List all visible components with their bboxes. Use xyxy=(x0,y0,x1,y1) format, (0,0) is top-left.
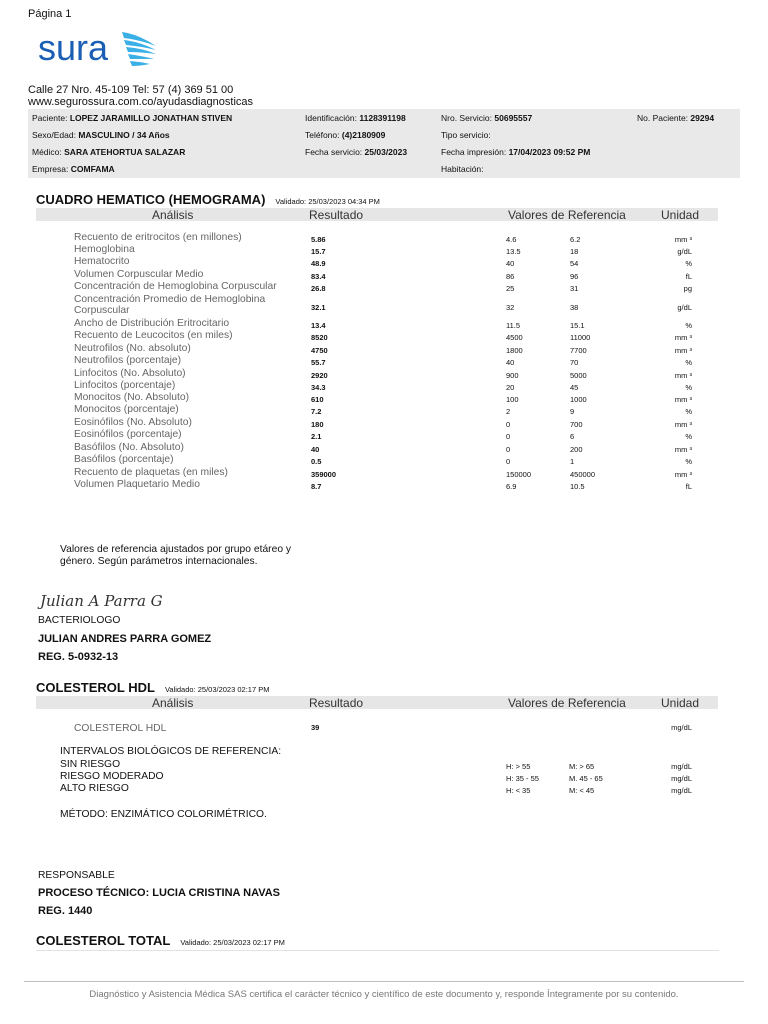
hdl-row-result: 39 xyxy=(311,723,320,732)
row-analysis-name: Eosinófilos (No. Absoluto) xyxy=(74,417,192,428)
row-analysis-name: Basófilos (porcentaje) xyxy=(74,454,174,465)
row-reference-high: 700 xyxy=(570,420,583,429)
row-reference-high: 7700 xyxy=(570,346,587,355)
row-unit: % xyxy=(685,358,692,367)
row-unit: mm ³ xyxy=(674,470,692,479)
interval-female: M: > 65 xyxy=(569,762,595,771)
row-analysis-name: Recuento de plaquetas (en miles) xyxy=(74,467,228,478)
row-unit: % xyxy=(685,383,692,392)
row-analysis-name: Volumen Corpuscular Medio xyxy=(74,269,204,280)
row-result: 4750 xyxy=(311,346,328,355)
service-type: Tipo servicio: xyxy=(441,130,491,140)
row-analysis-name: Volumen Plaquetario Medio xyxy=(74,479,200,490)
interval-label: ALTO RIESGO xyxy=(60,783,129,794)
responsible-reg: REG. 1440 xyxy=(38,905,93,917)
header-reference: Valores de Referencia xyxy=(508,696,626,710)
row-reference-low: 25 xyxy=(506,284,515,293)
patient-name: Paciente: LOPEZ JARAMILLO JONATHAN STIVEN xyxy=(32,113,233,123)
responsible-role: RESPONSABLE xyxy=(38,870,115,881)
reference-note: Valores de referencia ajustados por grupo etáreo y género. Según parámetros internacionales. xyxy=(60,544,292,567)
header-unit: Unidad xyxy=(661,696,700,710)
row-reference-high: 450000 xyxy=(570,470,596,479)
row-analysis-name: Linfocitos (No. Absoluto) xyxy=(74,368,186,379)
bacteriologist-name: JULIAN ANDRES PARRA GOMEZ xyxy=(38,633,212,645)
header-result: Resultado xyxy=(309,696,364,710)
row-unit: g/dL xyxy=(677,303,692,312)
svg-text:Julian A Parra G: Julian A Parra G xyxy=(40,592,163,610)
row-result: 15.7 xyxy=(311,247,326,256)
row-analysis-name: Neutrofilos (porcentaje) xyxy=(74,355,182,366)
row-reference-high: 10.5 xyxy=(570,482,585,491)
row-reference-high: 31 xyxy=(570,284,579,293)
hdl-row-unit: mg/dL xyxy=(671,723,692,732)
row-unit: % xyxy=(685,321,692,330)
row-reference-low: 100 xyxy=(506,395,519,404)
row-result: 55.7 xyxy=(311,358,326,367)
footer-text: Diagnóstico y Asistencia Médica SAS certifica el carácter técnico y científico de este documento y, responde Íntegramente por su contenido. xyxy=(89,989,679,1000)
row-result: 26.8 xyxy=(311,284,326,293)
row-unit: mm ³ xyxy=(674,445,692,454)
row-reference-high: 1 xyxy=(570,457,575,466)
row-result: 2920 xyxy=(311,371,328,380)
row-result: 5.86 xyxy=(311,235,326,244)
row-result: 48.9 xyxy=(311,259,326,268)
row-result: 7.2 xyxy=(311,407,322,416)
row-analysis-name: Ancho de Distribución Eritrocitario xyxy=(74,318,230,329)
row-analysis-name: Concentración de Hemoglobina Corpuscular xyxy=(74,281,277,292)
interval-male: H: > 55 xyxy=(506,762,531,771)
row-unit: % xyxy=(685,432,692,441)
row-result: 359000 xyxy=(311,470,337,479)
header-result: Resultado xyxy=(309,208,364,222)
row-reference-high: 11000 xyxy=(570,333,591,342)
row-unit: mm ³ xyxy=(674,235,692,244)
row-analysis-name: Basófilos (No. Absoluto) xyxy=(74,442,184,453)
row-reference-low: 4500 xyxy=(506,333,523,342)
row-result: 40 xyxy=(311,445,320,454)
row-reference-high: 6 xyxy=(570,432,575,441)
company: Empresa: COMFAMA xyxy=(32,164,115,174)
row-result: 13.4 xyxy=(311,321,326,330)
service-number: Nro. Servicio: 50695557 xyxy=(441,113,533,123)
row-result: 8.7 xyxy=(311,482,322,491)
row-reference-low: 0 xyxy=(506,432,511,441)
interval-unit: mg/dL xyxy=(671,762,692,771)
patient-number: No. Paciente: 29294 xyxy=(637,113,715,123)
row-analysis-name: Recuento de Leucocitos (en miles) xyxy=(74,330,233,341)
row-analysis-name: Eosinófilos (porcentaje) xyxy=(74,429,182,440)
interval-label: SIN RIESGO xyxy=(60,759,121,770)
page-number: Página 1 xyxy=(28,8,72,20)
row-result: 2.1 xyxy=(311,432,322,441)
row-unit: % xyxy=(685,457,692,466)
row-result: 610 xyxy=(311,395,324,404)
header-analysis: Análisis xyxy=(152,696,194,710)
row-analysis-name: Recuento de eritrocitos (en millones) xyxy=(74,232,242,243)
row-reference-low: 86 xyxy=(506,272,515,281)
logo-wordmark: sura xyxy=(38,27,109,68)
row-analysis-name: Monocitos (porcentaje) xyxy=(74,404,179,415)
sex-age: Sexo/Edad: MASCULINO / 34 Años xyxy=(32,130,170,140)
row-reference-high: 70 xyxy=(570,358,579,367)
row-reference-low: 1800 xyxy=(506,346,523,355)
bacteriologist-reg: REG. 5-0932-13 xyxy=(38,651,119,663)
phone: Teléfono: (4)2180909 xyxy=(305,130,386,140)
lab-address xyxy=(28,84,253,108)
row-unit: g/dL xyxy=(677,247,692,256)
total-title: COLESTEROL TOTAL Validado: 25/03/2023 02:17 PM xyxy=(36,933,285,948)
row-reference-low: 900 xyxy=(506,371,519,380)
website-link[interactable]: www.segurossura.com.co/ayudasdiagnosticas xyxy=(28,96,254,108)
hdl-title: COLESTEROL HDL Validado: 25/03/2023 02:17 PM xyxy=(36,680,270,695)
footer-divider xyxy=(24,981,744,982)
hemograma-title: CUADRO HEMATICO (HEMOGRAMA) Validado: 25/03/2023 04:34 PM xyxy=(36,192,380,207)
row-reference-high: 18 xyxy=(570,247,579,256)
address-line: Calle 27 Nro. 45-109 Tel: 57 (4) 369 51 00 xyxy=(28,84,234,96)
row-unit: mm ³ xyxy=(674,420,692,429)
row-analysis-name: Hemoglobina xyxy=(74,244,135,255)
row-unit: mm ³ xyxy=(674,371,692,380)
row-reference-high: 45 xyxy=(570,383,579,392)
interval-label: RIESGO MODERADO xyxy=(60,771,164,782)
intervals-title: INTERVALOS BIOLÓGICOS DE REFERENCIA: xyxy=(60,746,282,757)
row-unit: pg xyxy=(683,284,692,293)
header-reference: Valores de Referencia xyxy=(508,208,626,222)
row-reference-high: 38 xyxy=(570,303,579,312)
responsible-name: PROCESO TÉCNICO: LUCIA CRISTINA NAVAS xyxy=(38,887,281,899)
row-result: 83.4 xyxy=(311,272,326,281)
row-unit: fL xyxy=(685,482,692,491)
patient-info-box xyxy=(28,109,740,178)
interval-unit: mg/dL xyxy=(671,786,692,795)
row-reference-high: 5000 xyxy=(570,371,587,380)
row-reference-high: 54 xyxy=(570,259,579,268)
interval-unit: mg/dL xyxy=(671,774,692,783)
row-reference-low: 0 xyxy=(506,420,511,429)
row-reference-low: 40 xyxy=(506,358,515,367)
section-divider xyxy=(36,950,719,951)
row-analysis-name: Concentración Promedio de Hemoglobina Corpuscular xyxy=(74,294,266,316)
row-reference-high: 1000 xyxy=(570,395,587,404)
interval-female: M: < 45 xyxy=(569,786,595,795)
row-reference-low: 4.6 xyxy=(506,235,517,244)
row-reference-high: 200 xyxy=(570,445,583,454)
patient-id: Identificación: 1128391198 xyxy=(305,113,406,123)
row-result: 8520 xyxy=(311,333,328,342)
row-analysis-name: Hematocrito xyxy=(74,256,130,267)
row-unit: fL xyxy=(685,272,692,281)
method: MÉTODO: ENZIMÁTICO COLORIMÉTRICO. xyxy=(60,809,267,820)
row-unit: mm ³ xyxy=(674,395,692,404)
row-analysis-name: Linfocitos (porcentaje) xyxy=(74,380,176,391)
row-reference-high: 9 xyxy=(570,407,575,416)
sura-logo xyxy=(38,26,160,79)
hemograma-table-header xyxy=(36,208,718,221)
row-reference-low: 2 xyxy=(506,407,511,416)
hdl-table-header xyxy=(36,696,718,709)
row-reference-low: 0 xyxy=(506,457,511,466)
service-date: Fecha servicio: 25/03/2023 xyxy=(305,147,408,157)
row-result: 34.3 xyxy=(311,383,326,392)
row-reference-low: 6.9 xyxy=(506,482,517,491)
row-reference-high: 96 xyxy=(570,272,579,281)
row-result: 180 xyxy=(311,420,324,429)
row-reference-high: 15.1 xyxy=(570,321,585,330)
bacteriologist-role: BACTERIOLOGO xyxy=(38,615,121,626)
row-reference-low: 150000 xyxy=(506,470,532,479)
hdl-row-name: COLESTEROL HDL xyxy=(74,723,167,734)
print-date: Fecha impresión: 17/04/2023 09:52 PM xyxy=(441,147,591,157)
row-reference-low: 13.5 xyxy=(506,247,521,256)
interval-female: M. 45 - 65 xyxy=(569,774,603,783)
interval-male: H: < 35 xyxy=(506,786,531,795)
row-unit: % xyxy=(685,259,692,268)
header-analysis: Análisis xyxy=(152,208,194,222)
row-reference-low: 0 xyxy=(506,445,511,454)
row-reference-low: 32 xyxy=(506,303,515,312)
interval-male: H: 35 - 55 xyxy=(506,774,539,783)
row-result: 0.5 xyxy=(311,457,322,466)
header-unit: Unidad xyxy=(661,208,700,222)
row-reference-low: 40 xyxy=(506,259,515,268)
row-unit: % xyxy=(685,407,692,416)
doctor: Médico: SARA ATEHORTUA SALAZAR xyxy=(32,147,186,157)
total-validated: Validado: 25/03/2023 02:17 PM xyxy=(180,938,285,947)
row-unit: mm ³ xyxy=(674,333,692,342)
row-result: 32.1 xyxy=(311,303,326,312)
room: Habitación: xyxy=(441,164,484,174)
hdl-validated: Validado: 25/03/2023 02:17 PM xyxy=(164,685,270,694)
hemograma-validated: Validado: 25/03/2023 04:34 PM xyxy=(275,197,380,206)
row-analysis-name: Neutrofilos (No. absoluto) xyxy=(74,343,191,354)
row-unit: mm ³ xyxy=(674,346,692,355)
row-reference-low: 20 xyxy=(506,383,515,392)
row-reference-low: 11.5 xyxy=(506,321,521,330)
row-analysis-name: Monocitos (No. Absoluto) xyxy=(74,392,190,403)
row-reference-high: 6.2 xyxy=(570,235,581,244)
